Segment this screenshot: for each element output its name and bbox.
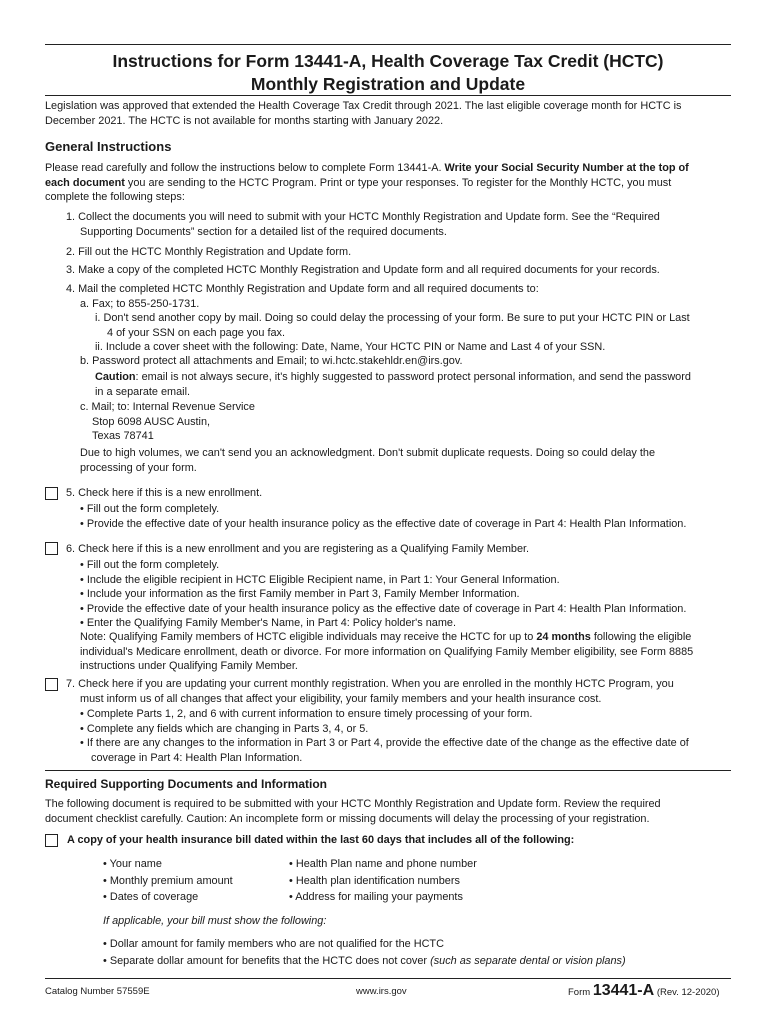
step-3: 3. Make a copy of the completed HCTC Monthly Registration and Update form and all required documents for your records. <box>66 264 660 276</box>
list-item: • Separate dollar amount for benefits that the HCTC does not cover (such as separate dental or vision plans) <box>103 954 626 967</box>
section-rule <box>45 770 731 771</box>
list-item: • If there are any changes to the information in Part 3 or Part 4, provide the effective date of the change as the effective date of <box>80 737 689 749</box>
required-paragraph: The following document is required to be submitted with your HCTC Monthly Registration and Update form. Review the required document checklist carefully. Caution: An incomplete form or missing documents will delay the processing of your registration. <box>45 798 661 825</box>
general-instructions-heading: General Instructions <box>45 139 172 154</box>
bill-requirements-left <box>103 856 233 906</box>
step-2: 2. Fill out the HCTC Monthly Registration and Update form. <box>66 246 352 258</box>
item-7: 7. Check here if you are updating your current monthly registration. When you are enrolled in the monthly HCTC Program, you must inform us of all changes that affect your eligibility, your family members and your health insurance cost. <box>66 678 674 705</box>
website: www.irs.gov <box>356 986 407 997</box>
list-item: • Include your information as the first Family member in Part 3, Family Member Information. <box>80 588 520 600</box>
qualifying-family-note: Note: Qualifying Family members of HCTC eligible individuals may receive the HCTC for up to 24 months following the eligible individual's Medicare enrollment, death or divorce. For more information on Qualifying Family Member eligibility, see Form 8885 instructions under Qualifying Family Member. <box>80 631 694 672</box>
list-item: • Fill out the form completely. <box>80 503 220 515</box>
page-title: Instructions for Form 13441-A, Health Coverage Tax Credit (HCTC) Monthly Registration and Update <box>112 51 664 94</box>
step-1: 1. Collect the documents you will need to submit with your HCTC Monthly Registration and Update form. See the “Required Supporting Documents” section for a detailed list of the required documents. <box>66 211 660 238</box>
required-documents-heading: Required Supporting Documents and Information <box>45 777 327 791</box>
list-item: • Dates of coverage <box>103 891 199 903</box>
list-item: • Monthly premium amount <box>103 874 233 887</box>
list-item: • Health plan identification numbers <box>289 874 460 887</box>
list-item: • Include the eligible recipient in HCTC Eligible Recipient name, in Part 1: Your General Information. <box>80 573 560 586</box>
qualifying-family-member-checkbox[interactable] <box>45 542 58 555</box>
list-item: • Dollar amount for family members who are not qualified for the HCTC <box>103 938 444 950</box>
list-item: • Provide the effective date of your health insurance policy as the effective date of coverage in Part 4: Health Plan Information. <box>80 602 687 615</box>
caution-note: Caution: email is not always secure, it's highly suggested to password protect personal information, and send the password in a separate email. <box>95 371 691 398</box>
item-5-bullets <box>80 502 730 531</box>
list-item-continuation: coverage in Part 4: Health Plan Information. <box>91 751 303 764</box>
item-5: 5. Check here if this is a new enrollment. <box>66 487 263 499</box>
title-rule <box>45 95 731 96</box>
health-bill-heading: A copy of your health insurance bill dated within the last 60 days that includes all of the following: <box>67 834 575 846</box>
fax-instruction-i: i. Don't send another copy by mail. Doing so could delay the processing of your form. Be sure to put your HCTC PIN or Last 4 of your SSN on each page you fax. <box>95 312 690 339</box>
list-item: • Fill out the form completely. <box>80 559 220 571</box>
step-4: 4. Mail the completed HCTC Monthly Registration and Update form and all required documents to: <box>66 283 539 295</box>
update-registration-checkbox[interactable] <box>45 678 58 691</box>
footer-rule <box>45 978 731 979</box>
email-option: b. Password protect all attachments and Email; to wi.hctc.stakehldr.en@irs.gov. <box>80 355 463 367</box>
general-paragraph: Please read carefully and follow the instructions below to complete Form 13441-A. Write your Social Security Number at the top of each document you are sending to the HCTC Program. Print or type your responses. To register for the Monthly HCTC, you must complete the following steps: <box>45 162 689 203</box>
volume-note: Due to high volumes, we can't send you an acknowledgment. Don't submit duplicate requests. Doing so could delay the processing of your form. <box>80 447 656 474</box>
list-item: • Health Plan name and phone number <box>289 858 477 870</box>
top-rule <box>45 44 731 45</box>
item-7-bullets <box>80 707 730 765</box>
list-item: • Complete any fields which are changing in Parts 3, 4, or 5. <box>80 722 369 735</box>
mail-option: c. Mail; to: Internal Revenue Service Stop 6098 AUSC Austin, Texas 78741 <box>80 401 255 442</box>
fax-instruction-ii: ii. Include a cover sheet with the following: Date, Name, Your HCTC PIN or Name and Last 4 of your SSN. <box>95 341 606 353</box>
bill-requirements-right <box>289 856 477 906</box>
list-item: • Enter the Qualifying Family Member's Name, in Part 4: Policy holder's name. <box>80 617 456 629</box>
new-enrollment-checkbox[interactable] <box>45 487 58 500</box>
if-applicable-label: If applicable, your bill must show the following: <box>103 915 327 927</box>
list-item: • Your name <box>103 858 162 870</box>
intro-paragraph: Legislation was approved that extended the Health Coverage Tax Credit through 2021. The last eligible coverage month for HCTC is December 2021. The HCTC is not available for months starting with January 2022. <box>45 100 682 127</box>
list-item: • Complete Parts 1, 2, and 6 with current information to ensure timely processing of your form. <box>80 708 533 720</box>
item-6: 6. Check here if this is a new enrollment and you are registering as a Qualifying Family Member. <box>66 543 530 555</box>
item-6-bullets <box>80 558 730 631</box>
catalog-number: Catalog Number 57559E <box>45 986 150 997</box>
applicable-requirements <box>103 936 730 969</box>
list-item: • Provide the effective date of your health insurance policy as the effective date of coverage in Part 4: Health Plan Information. <box>80 517 687 530</box>
fax-option: a. Fax; to 855-250-1731. <box>80 298 200 310</box>
form-revision: Form 13441-A (Rev. 12-2020) <box>568 982 720 999</box>
list-item: • Address for mailing your payments <box>289 891 463 903</box>
health-bill-checkbox[interactable] <box>45 834 58 847</box>
